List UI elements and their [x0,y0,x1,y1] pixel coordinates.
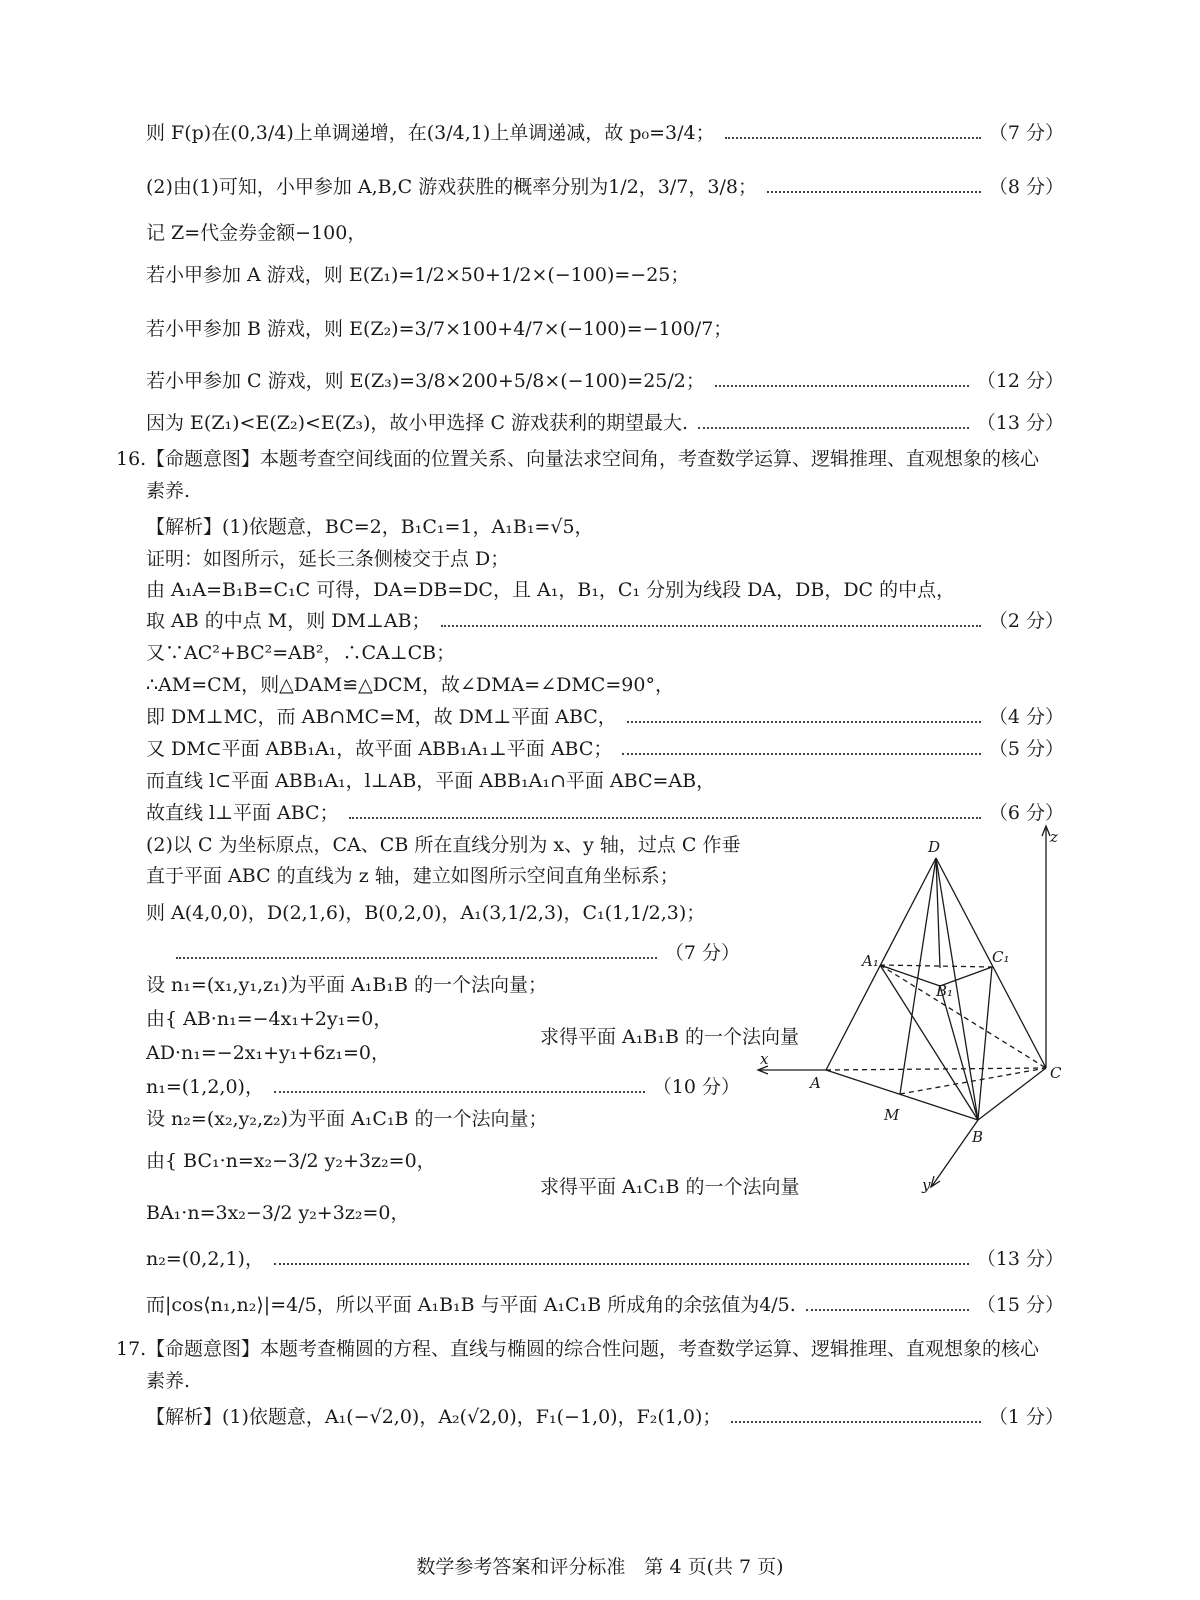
solution-line: 取 AB 的中点 M，则 DM⊥AB； （2 分） [146,610,1064,632]
solution-line: n₁=(1,2,0)， （10 分） [146,1076,740,1098]
answer-line: 若小甲参加 A 游戏，则 E(Z₁)=1/2×50+1/2×(−100)=−25； [146,264,690,286]
fig-label: B₁ [936,982,954,1000]
solution-line: (2)以 C 为坐标原点，CA、CB 所在直线分别为 x、y 轴，过点 C 作垂 [146,834,741,856]
answer-line: 因为 E(Z₁)<E(Z₂)<E(Z₃)，故小甲选择 C 游戏获利的期望最大. （13 分） [146,412,1064,434]
page-footer: 数学参考答案和评分标准 第 4 页(共 7 页) [416,1556,784,1578]
solution-line: 设 n₁=(x₁,y₁,z₁)为平面 A₁B₁B 的一个法向量； [146,974,547,996]
solution-line: 【解析】(1)依题意，BC=2，B₁C₁=1，A₁B₁=√5， [146,516,594,538]
fig-label: z [1050,828,1058,846]
question-intent: 素养. [146,480,191,502]
solution-line: 则 A(4,0,0)，D(2,1,6)，B(0,2,0)，A₁(3,1/2,3)，C₁(1,1/2,3)； [146,902,706,924]
solution-line: ∴AM=CM，则△DAM≌△DCM，故∠DMA=∠DMC=90°， [146,674,674,696]
question-number: 17. [116,1338,147,1360]
solution-line: 故直线 l⊥平面 ABC； （6 分） [146,802,1064,824]
fig-label: C [1050,1064,1062,1082]
solution-line: 求得平面 A₁B₁B 的一个法向量 [540,1026,799,1048]
question-number: 16. [116,448,147,470]
solution-line: 而|cos⟨n₁,n₂⟩|=4/5，所以平面 A₁B₁B 与平面 A₁C₁B 所成角的余弦值为4/5. （15 分） [146,1294,1064,1316]
solution-line: BA₁·n=3x₂−3/2 y₂+3z₂=0， [146,1202,410,1224]
solution-line: AD·n₁=−2x₁+y₁+6z₁=0， [146,1042,391,1064]
solution-line: 直于平面 ABC 的直线为 z 轴，建立如图所示空间直角坐标系； [146,865,679,887]
fig-label: M [884,1106,900,1124]
answer-line: 记 Z=代金券金额−100， [146,222,367,244]
solution-line: 即 DM⊥MC，而 AB∩MC=M，故 DM⊥平面 ABC， （4 分） [146,706,1064,728]
solution-line: 求得平面 A₁C₁B 的一个法向量 [540,1176,800,1198]
answer-line: 若小甲参加 C 游戏，则 E(Z₃)=3/8×200+5/8×(−100)=25/2； （12 分） [146,370,1064,392]
fig-label: x [760,1050,769,1068]
answer-line: 若小甲参加 B 游戏，则 E(Z₂)=3/7×100+4/7×(−100)=−100/7； [146,318,733,340]
solution-line: 又 DM⊂平面 ABB₁A₁，故平面 ABB₁A₁⊥平面 ABC； （5 分） [146,738,1064,760]
fig-label: A₁ [862,952,879,970]
solution-line: n₂=(0,2,1)， （13 分） [146,1248,1064,1270]
solution-line: 由 A₁A=B₁B=C₁C 可得，DA=DB=DC，且 A₁，B₁，C₁ 分别为线段 DA，DB，DC 的中点， [146,579,956,601]
question-intent: 素养. [146,1370,191,1392]
fig-label: D [928,838,941,856]
answer-line: (2)由(1)可知，小甲参加 A,B,C 游戏获胜的概率分别为1/2，3/7，3/8； （8 分） [146,176,1064,198]
question-intent: 【命题意图】本题考查椭圆的方程、直线与椭圆的综合性问题，考查数学运算、逻辑推理、直观想象的核心 [146,1338,1040,1360]
question-intent: 【命题意图】本题考查空间线面的位置关系、向量法求空间角，考查数学运算、逻辑推理、直观想象的核心 [146,448,1040,470]
solution-line: （7 分） [176,940,740,966]
fig-label: B [972,1128,984,1146]
solution-line: 而直线 l⊂平面 ABB₁A₁，l⊥AB，平面 ABB₁A₁∩平面 ABC=AB， [146,770,716,792]
fig-label: A [810,1074,821,1092]
solution-line: 又∵AC²+BC²=AB²，∴CA⊥CB； [146,642,456,664]
solution-line: 【解析】(1)依题意，A₁(−√2,0)，A₂(√2,0)，F₁(−1,0)，F₂(1,0)； （1 分） [146,1406,1064,1428]
answer-line: 则 F(p)在(0,3/4)上单调递增，在(3/4,1)上单调递减，故 p₀=3/4； （7 分） [146,122,1064,144]
pyramid-figure [750,820,1070,1200]
solution-line: 由{ BC₁·n=x₂−3/2 y₂+3z₂=0， [146,1150,436,1172]
solution-line: 由{ AB·n₁=−4x₁+2y₁=0， [146,1008,393,1030]
solution-line: 证明：如图所示，延长三条侧棱交于点 D； [146,548,510,570]
fig-label: y [922,1176,931,1194]
solution-line: 设 n₂=(x₂,y₂,z₂)为平面 A₁C₁B 的一个法向量； [146,1108,548,1130]
fig-label: C₁ [992,948,1010,966]
